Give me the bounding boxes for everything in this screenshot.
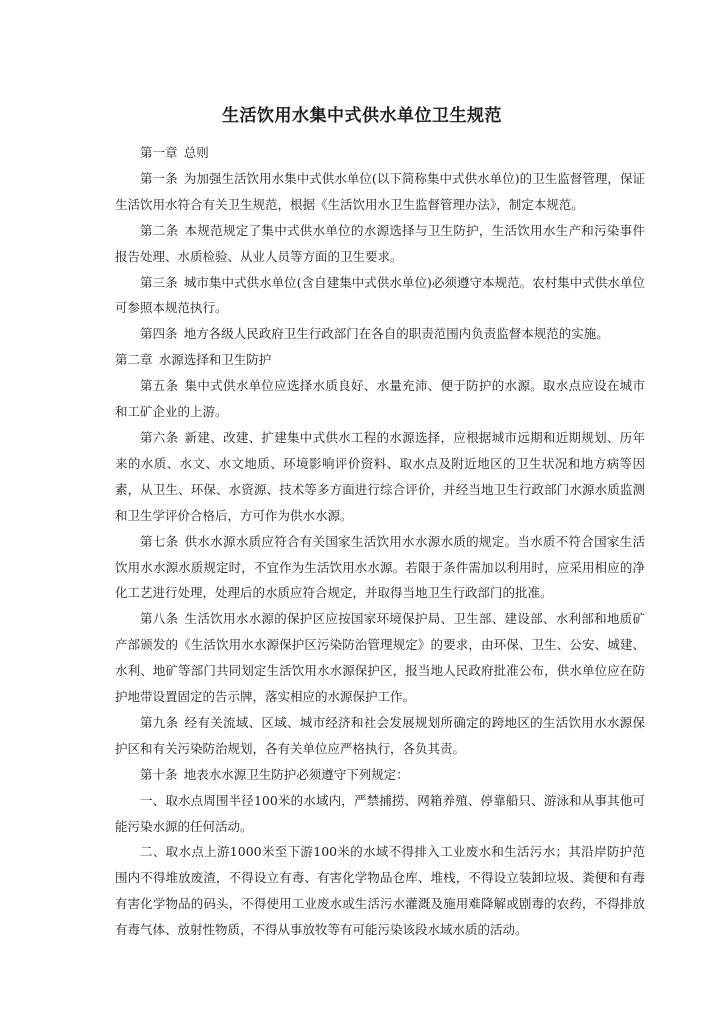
article-paragraph — [115, 710, 645, 762]
article-text: 城市集中式供水单位(含自建集中式供水单位)必须遵守本规范。农村集中式供水单位可参照本规范执行。 — [115, 274, 645, 316]
article-text: 地表水水源卫生防护必须遵守下列规定： — [183, 766, 409, 782]
article-paragraph — [115, 762, 645, 788]
article-number: 第二条 — [140, 222, 179, 238]
article-paragraph — [115, 373, 645, 425]
article-paragraph — [115, 270, 645, 322]
article-number: 第八条 — [140, 611, 179, 627]
article-number: 第四条 — [140, 326, 178, 342]
article-number: 第九条 — [140, 714, 179, 730]
chapter-heading — [115, 140, 645, 166]
article-text: 经有关流域、区域、城市经济和社会发展规划所确定的跨地区的生活饮用水水源保护区和有关污染防治规划，各有关单位应严格执行，各负其责。 — [115, 714, 645, 756]
article-number: 第三条 — [140, 274, 178, 290]
chapter-name: 水源选择和卫生防护 — [158, 352, 272, 368]
chapter-number: 第二章 — [115, 352, 153, 368]
document-body — [115, 140, 645, 943]
article-text: 为加强生活饮用水集中式供水单位(以下简称集中式供水单位)的卫生监督管理，保证生活饮用水符合有关卫生规范，根据《生活饮用水卫生监督管理办法》，制定本规范。 — [115, 170, 645, 212]
chapter-name: 总则 — [183, 145, 209, 160]
article-text: 供水水源水质应符合有关国家生活饮用水水源水质的规定。当水质不符合国家生活饮用水水源水质规定时，不宜作为生活饮用水水源。若限于条件需加以利用时，应采用相应的净化工艺进行处理，处理后的水质应符合规定，并取得当地卫生行政部门的批准。 — [115, 533, 645, 601]
chapter-number: 第一章 — [140, 145, 178, 160]
list-item: 二、取水点上游1000米至下游100米的水域不得排入工业废水和生活污水；其沿岸防护范围内不得堆放废渣，不得设立有毒、有害化学物品仓库、堆栈，不得设立装卸垃圾、粪便和有毒有害化学物品的码头，不得使用工业废水或生活污水灌溉及施用难降解或剧毒的农药，不得排放有毒气体、放射性物质，不得从事放牧等有可能污染该段水域水质的活动。 — [115, 844, 645, 938]
document-title: 生活饮用水集中式供水单位卫生规范 — [222, 106, 502, 126]
article-text: 地方各级人民政府卫生行政部门在各自的职责范围内负责监督本规范的实施。 — [183, 326, 609, 342]
article-number: 第十条 — [140, 766, 178, 782]
article-number: 第五条 — [140, 378, 179, 394]
article-number: 第一条 — [140, 170, 178, 186]
list-item: 一、取水点周围半径100米的水域内，严禁捕捞、网箱养殖、停靠船只、游泳和从事其他可能污染水源的任何活动。 — [115, 792, 645, 834]
article-paragraph — [115, 218, 645, 270]
article-text: 生活饮用水水源的保护区应按国家环境保护局、卫生部、建设部、水利部和地质矿产部颁发的《生活饮用水水源保护区污染防治管理规定》的要求，由环保、卫生、公安、城建、水利、地矿等部门共同划定生活饮用水水源保护区，报当地人民政府批准公布，供水单位应在防护地带设置固定的告示牌，落实相应的水源保护工作。 — [115, 611, 645, 705]
article-paragraph — [115, 529, 645, 607]
article-paragraph — [115, 425, 645, 529]
article-paragraph — [115, 321, 645, 347]
article-paragraph — [115, 606, 645, 710]
article-text: 新建、改建、扩建集中式供水工程的水源选择，应根据城市远期和近期规划、历年来的水质、水文、水文地质、环境影响评价资料、取水点及附近地区的卫生状况和地方病等因素，从卫生、环保、水资源、技术等多方面进行综合评价，并经当地卫生行政部门水源水质监测和卫生学评价合格后，方可作为供水水源。 — [115, 429, 645, 523]
article-number: 第七条 — [140, 533, 179, 549]
article-text: 集中式供水单位应选择水质良好、水量充沛、便于防护的水源。取水点应设在城市和工矿企业的上游。 — [115, 378, 645, 420]
article-number: 第六条 — [140, 429, 179, 445]
article-text: 本规范规定了集中式供水单位的水源选择与卫生防护，生活饮用水生产和污染事件报告处理、水质检验、从业人员等方面的卫生要求。 — [115, 222, 645, 264]
article-paragraph — [115, 166, 645, 218]
chapter-heading — [115, 347, 645, 373]
